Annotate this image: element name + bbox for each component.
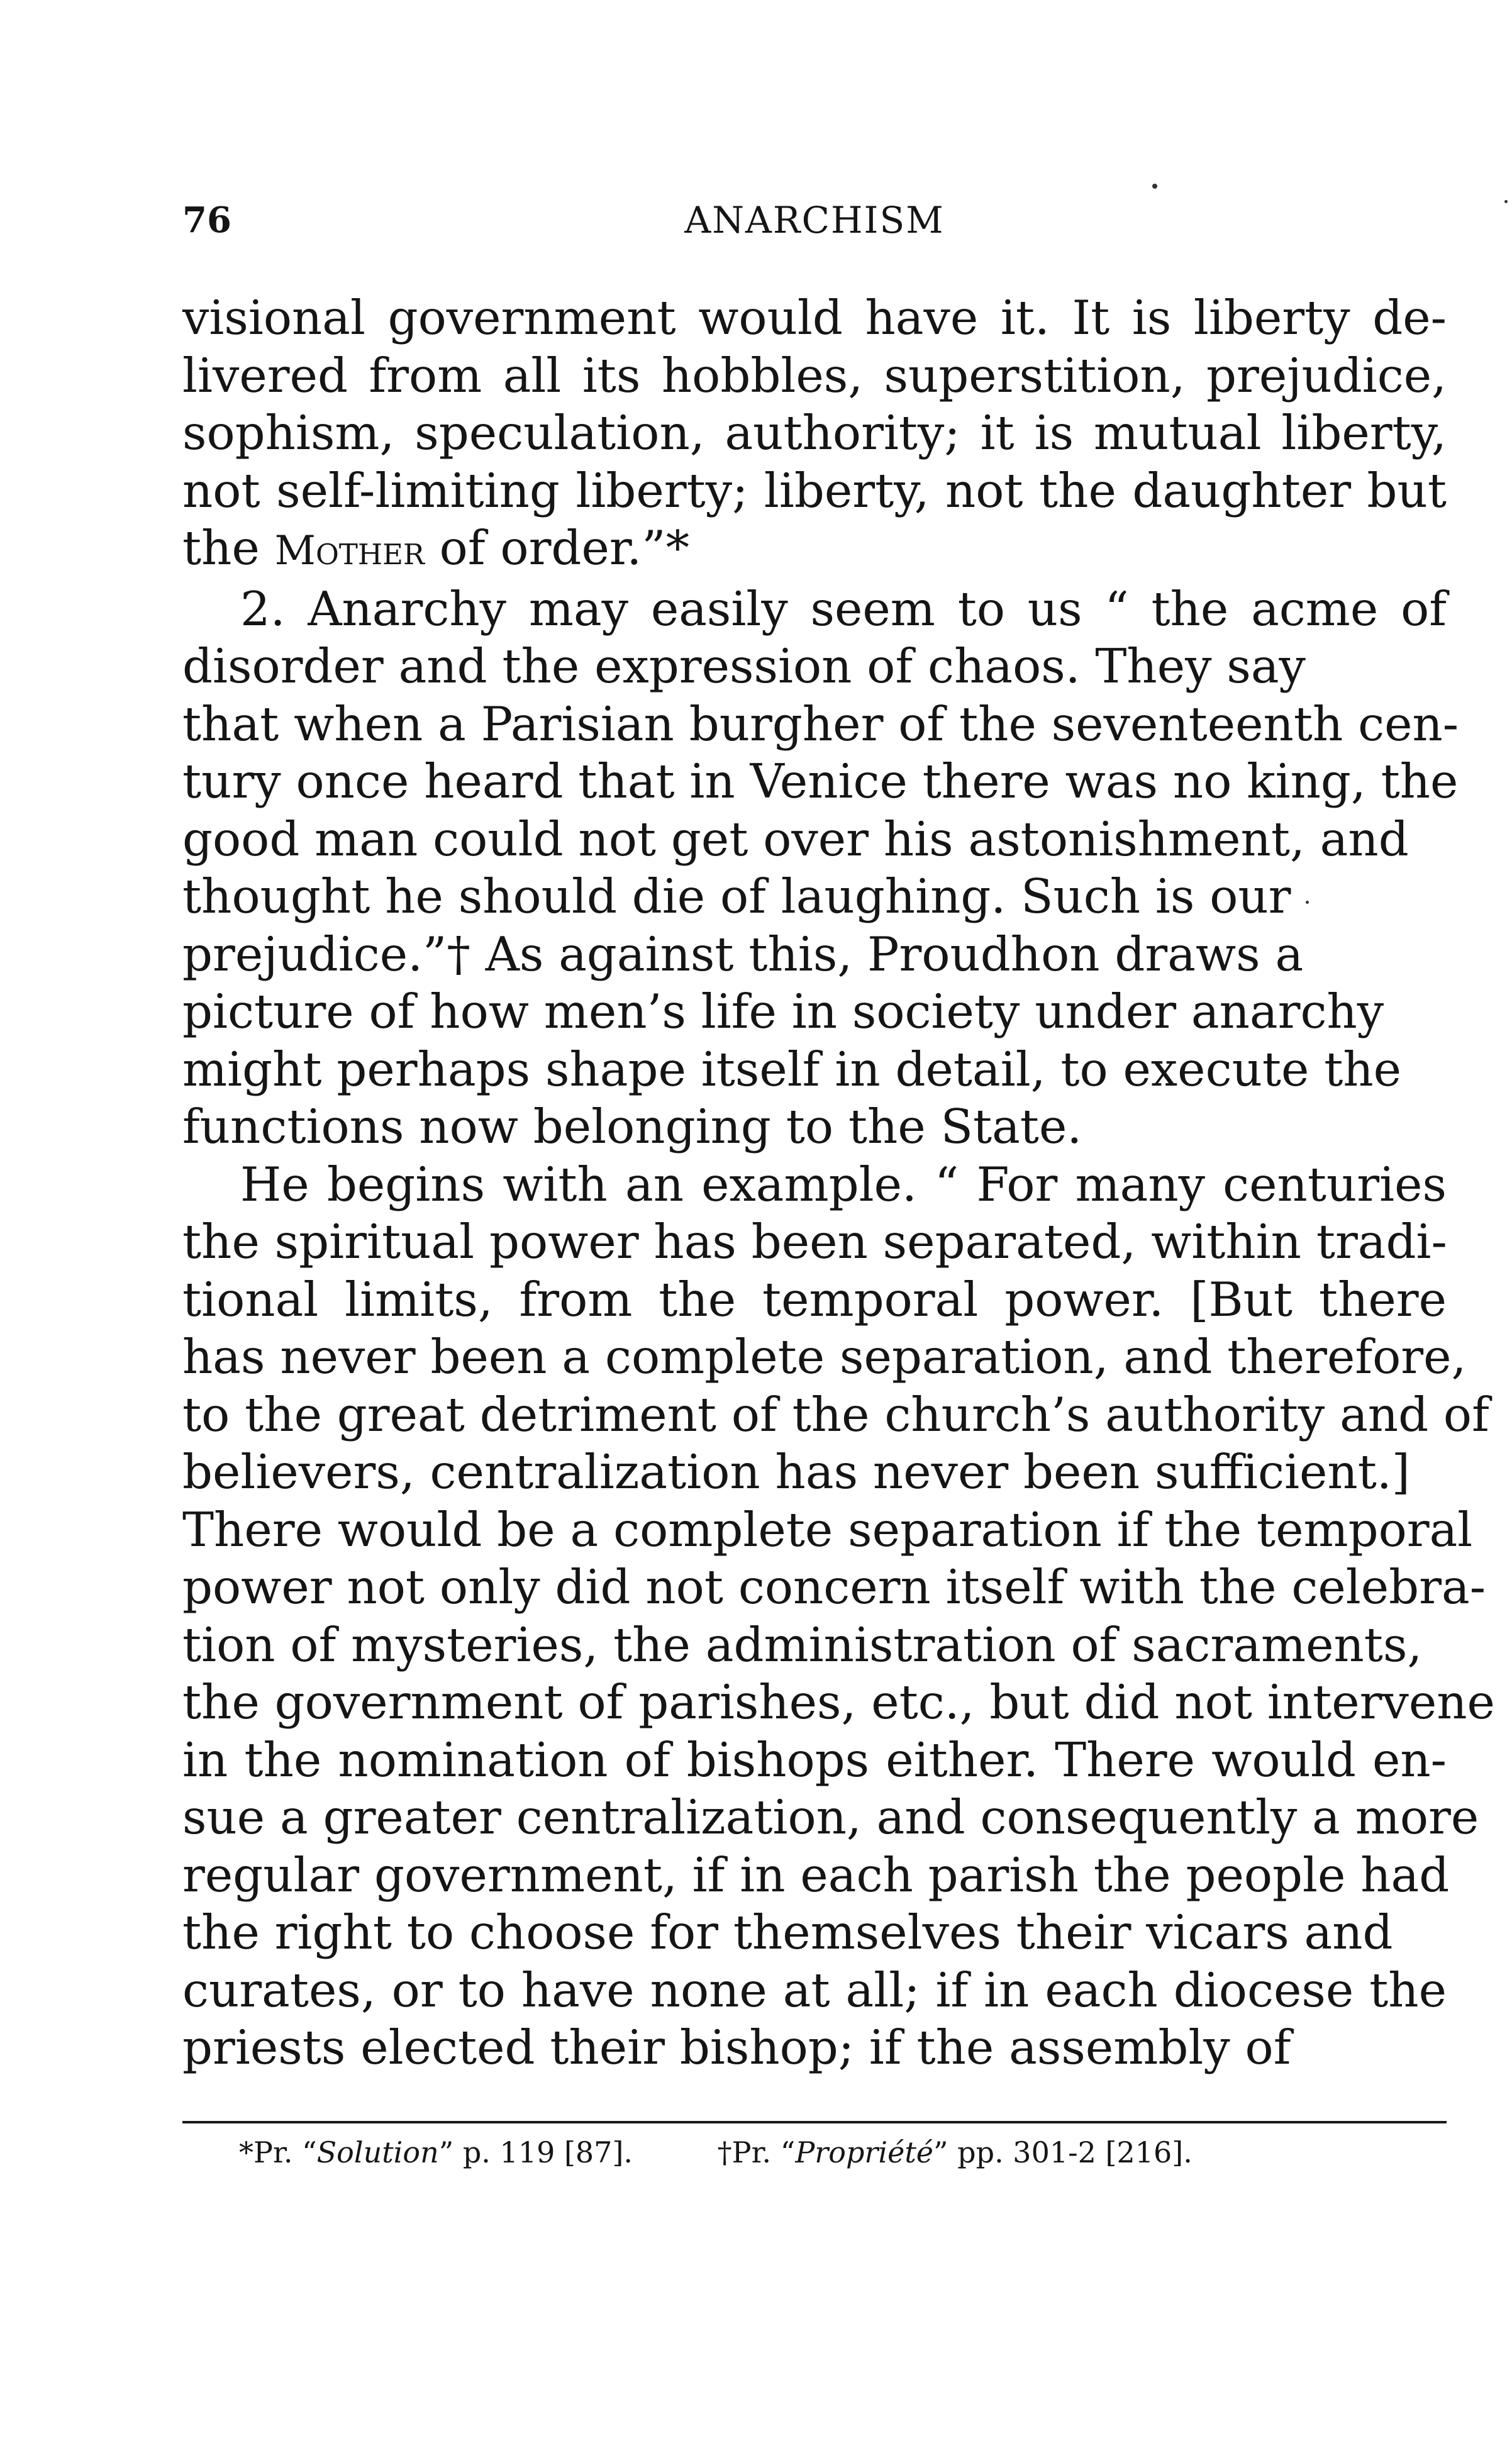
- footnote-author: Pr.: [731, 2135, 772, 2169]
- text-line: power not only did not concern itself with the celebra-: [182, 1559, 1486, 1615]
- text-line: 2. Anarchy may easily seem to us “ the acme of: [240, 581, 1447, 637]
- text-line: visional government would have it. It is liberty de-: [182, 290, 1447, 345]
- text-line: the Mother of order.”*: [182, 520, 690, 576]
- footnote-title: Solution: [316, 2135, 439, 2169]
- footnote: †Pr. “Propriété” pp. 301-2 [216].: [717, 2135, 1192, 2169]
- text-line: the right to choose for themselves their vicars and: [182, 1905, 1393, 1960]
- text-line: the spiritual power has been separated, within tradi-: [182, 1214, 1447, 1269]
- text-line: disorder and the expression of chaos. They say: [182, 638, 1306, 694]
- text-line: There would be a complete separation if the temporal: [182, 1501, 1473, 1557]
- text-line: the government of parishes, etc., but did not intervene: [182, 1674, 1495, 1730]
- text-line: curates, or to have none at all; if in each diocese the: [182, 1962, 1447, 2018]
- text-line: picture of how men’s life in society under anarchy: [182, 984, 1384, 1039]
- footnote-marker: †: [717, 2135, 732, 2169]
- print-speck: [1152, 184, 1157, 189]
- text-line: prejudice.”† As against this, Proudhon draws a: [182, 926, 1304, 982]
- text-line: thought he should die of laughing. Such is our: [182, 869, 1291, 924]
- page-number: 76: [182, 199, 231, 241]
- text-line: sue a greater centralization, and consequently a more: [182, 1789, 1479, 1845]
- footnote-ref: p. 119 [87].: [462, 2135, 633, 2169]
- text-line: tional limits, from the temporal power. [But there: [182, 1271, 1447, 1327]
- footnote-rule: [182, 2121, 1447, 2123]
- page-header: [182, 195, 1447, 245]
- text-line: functions now belonging to the State.: [182, 1099, 1082, 1154]
- footnote-author: Pr.: [253, 2135, 293, 2169]
- text-line: sophism, speculation, authority; it is mutual liberty,: [182, 405, 1447, 460]
- small-caps-word: Mother: [274, 528, 425, 574]
- text-line: to the great detriment of the church’s authority and of: [182, 1386, 1489, 1442]
- text-line: regular government, if in each parish the people had: [182, 1847, 1450, 1903]
- text-line: might perhaps shape itself in detail, to execute the: [182, 1041, 1402, 1097]
- footnotes: [239, 2134, 1447, 2171]
- text-line: believers, centralization has never been sufficient.]: [182, 1444, 1410, 1499]
- text-line: tion of mysteries, the administration of sacraments,: [182, 1616, 1423, 1672]
- text-line: He begins with an example. “ For many centuries: [240, 1156, 1447, 1212]
- text-line: has never been a complete separation, and therefore,: [182, 1329, 1467, 1384]
- text-line: in the nomination of bishops either. There would en-: [182, 1732, 1447, 1788]
- text-line: good man could not get over his astonishment, and: [182, 811, 1409, 867]
- footnote: *Pr. “Solution” p. 119 [87].: [239, 2135, 633, 2169]
- footnote-title: Propriété: [795, 2135, 934, 2169]
- text-line: priests elected their bishop; if the assembly of: [182, 2020, 1291, 2075]
- footnote-ref: pp. 301-2 [216].: [957, 2135, 1192, 2169]
- print-speck: [1306, 901, 1309, 904]
- text-line: tury once heard that in Venice there was no king, the: [182, 754, 1459, 809]
- text-line: that when a Parisian burgher of the seventeenth cen-: [182, 696, 1459, 752]
- text-line: livered from all its hobbles, superstition, prejudice,: [182, 347, 1447, 403]
- running-head: ANARCHISM: [684, 199, 945, 242]
- print-speck: [1504, 200, 1508, 203]
- text-line: not self-limiting liberty; liberty, not the daughter but: [182, 462, 1447, 518]
- body-text: [182, 289, 1495, 2077]
- footnote-marker: *: [239, 2135, 253, 2169]
